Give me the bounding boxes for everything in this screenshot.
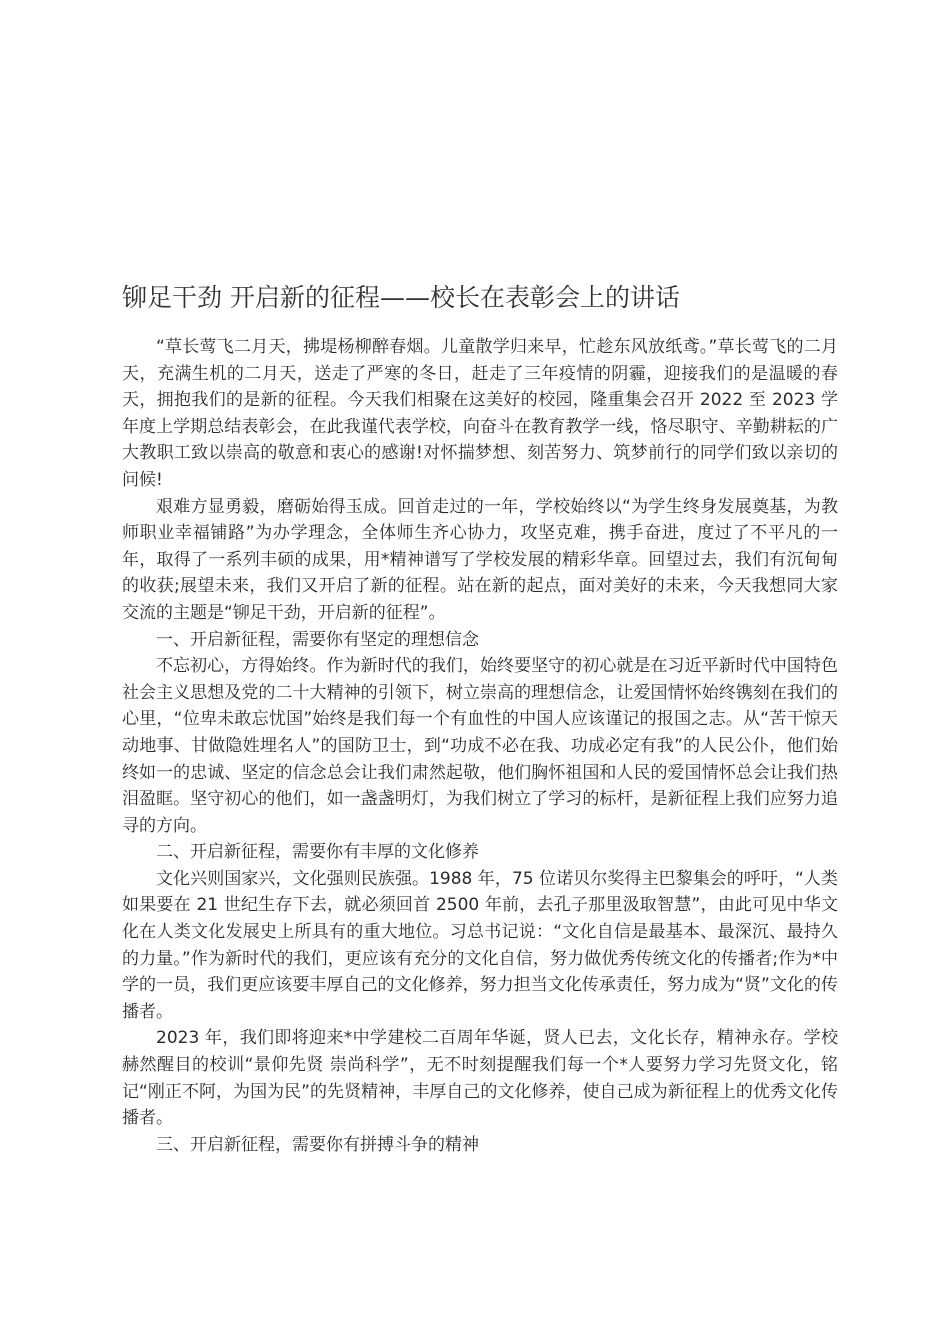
section-heading-2: 二、开启新征程，需要你有丰厚的文化修养: [156, 842, 479, 863]
paragraph-culture: 文化兴则国家兴，文化强则民族强。1988 年，75 位诺贝尔奖得主巴黎集会的呼吁，“人类如果要在 21 世纪生存下去，就必须回首 2500 年前，去孔子那里汲取智慧”，由此可见中华文化在人类文化发展史上所具有的重大地位。习总书记说：“文化自信是最基本、最深沉、最持久的力量。”作为新时代的我们，更应该有充分的文化自信，努力做优秀传统文化的传播者;作为*中学的一员，我们更应该要丰厚自己的文化修养，努力担当文化传承责任，努力成为“贤”文化的传播者。: [122, 868, 838, 1022]
section-heading-3: 三、开启新征程，需要你有拼搏斗争的精神: [156, 1134, 479, 1155]
section-heading-1: 一、开启新征程，需要你有坚定的理想信念: [156, 629, 479, 650]
paragraph-review: 艰难方显勇毅，磨砺始得玉成。回首走过的一年，学校始终以“为学生终身发展奠基，为教师职业幸福铺路”为办学理念，全体师生齐心协力，攻坚克难，携手奋进，度过了不平凡的一年，取得了一系列丰硕的成果，用*精神谱写了学校发展的精彩华章。回望过去，我们有沉甸甸的收获;展望未来，我们又开启了新的征程。站在新的起点，面对美好的未来，今天我想同大家交流的主题是“铆足干劲，开启新的征程”。: [122, 496, 838, 623]
document-title: 铆足干劲 开启新的征程——校长在表彰会上的讲话: [122, 283, 680, 312]
paragraph-anniversary: 2023 年，我们即将迎来*中学建校二百周年华诞，贤人已去，文化长存，精神永存。学校赫然醒目的校训“景仰先贤 崇尚科学”，无不时刻提醒我们每一个*人要努力学习先贤文化，铭记“刚正不阿，为国为民”的先贤精神，丰厚自己的文化修养，使自己成为新征程上的优秀文化传播者。: [122, 1028, 838, 1129]
document-body: [122, 278, 838, 1158]
paragraph-ideals: 不忘初心，方得始终。作为新时代的我们，始终要坚守的初心就是在习近平新时代中国特色社会主义思想及党的二十大精神的引领下，树立崇高的理想信念，让爱国情怀始终镌刻在我们的心里，“位卑未敢忘忧国”始终是我们每一个有血性的中国人应该谨记的报国之志。从“苦干惊天动地事、甘做隐姓埋名人”的国防卫士，到“功成不必在我、功成必定有我”的人民公仆，他们始终如一的忠诚、坚定的信念总会让我们肃然起敬，他们胸怀祖国和人民的爱国情怀总会让我们热泪盈眶。坚守初心的他们，如一盏盏明灯，为我们树立了学习的标杆，是新征程上我们应努力追寻的方向。: [122, 656, 838, 836]
paragraph-intro: “草长莺飞二月天，拂堤杨柳醉春烟。儿童散学归来早，忙趁东风放纸鸢。”草长莺飞的二月天，充满生机的二月天，送走了严寒的冬日，赶走了三年疫情的阴霾，迎接我们的是温暖的春天，拥抱我们的是新的征程。今天我们相聚在这美好的校园，隆重集会召开 2022 至 2023 学年度上学期总结表彰会，在此我谨代表学校，向奋斗在教育教学一线，恪尽职守、辛勤耕耘的广大教职工致以崇高的敬意和衷心的感谢!对怀揣梦想、刻苦努力、筑梦前行的同学们致以亲切的问候!: [122, 337, 838, 490]
